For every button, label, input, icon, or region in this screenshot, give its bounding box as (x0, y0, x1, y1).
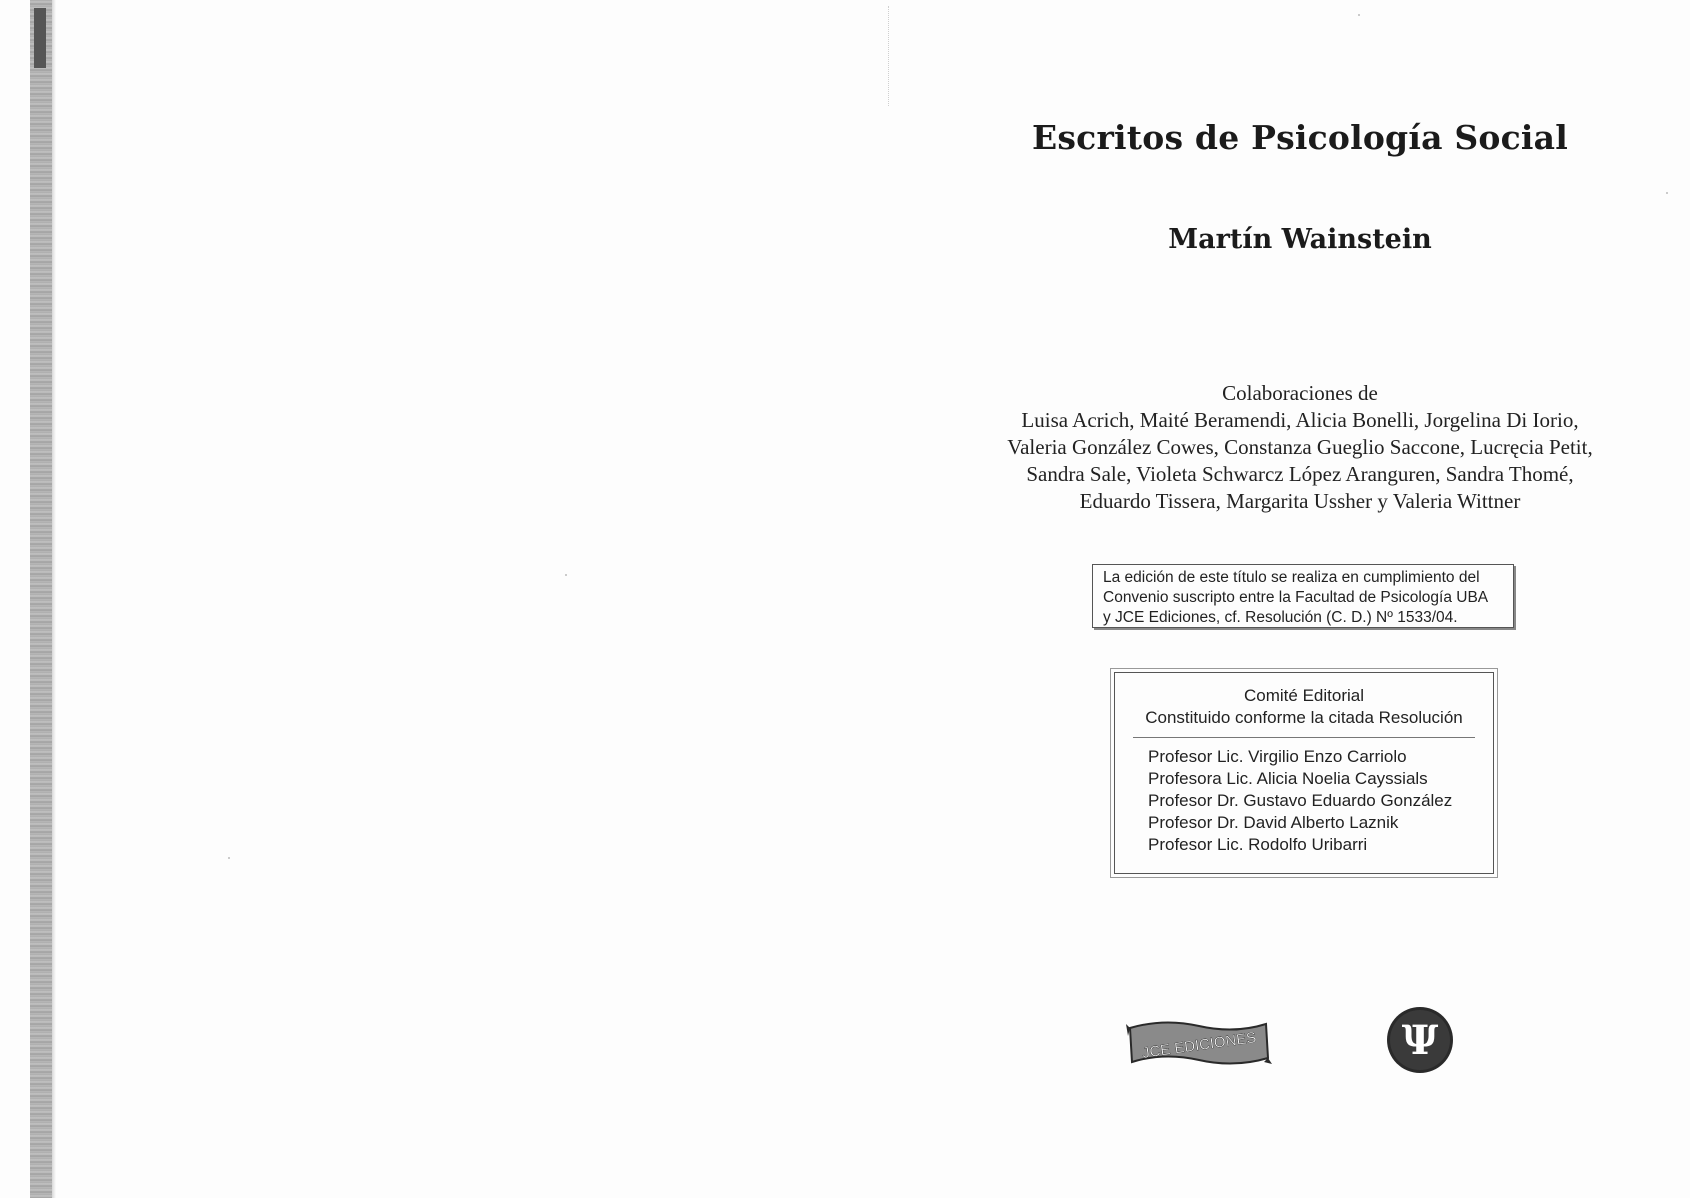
collaborators-line: Eduardo Tissera, Margarita Ussher y Valeria Wittner (1079, 489, 1521, 513)
editorial-committee-box (1114, 672, 1494, 874)
jce-ediciones-logo (1124, 1014, 1274, 1074)
collaborators-line: Sandra Sale, Violeta Schwarcz López Aranguren, Sandra Thomé, (1026, 462, 1574, 486)
scan-speck (1358, 14, 1360, 16)
collaborators-line: Luisa Acrich, Maité Beramendi, Alicia Bonelli, Jorgelina Di Iorio, (1021, 408, 1579, 432)
edition-note-line: y JCE Ediciones, cf. Resolución (C. D.) Nº 1533/04. (1103, 609, 1458, 626)
jce-logo-text: JCE EDICIONES (1141, 1029, 1258, 1062)
book-title: Escritos de Psicología Social (1032, 118, 1568, 157)
edition-note-line: La edición de este título se realiza en cumplimiento del (1103, 569, 1480, 586)
collaborations-heading: Colaboraciones de (1222, 381, 1378, 405)
scan-spine-mark (34, 8, 46, 68)
committee-member: Profesor Lic. Rodolfo Uribarri (1148, 835, 1368, 854)
committee-member: Profesor Dr. David Alberto Laznik (1148, 813, 1399, 832)
edition-note-line: Convenio suscripto entre la Facultad de Psicología UBA (1103, 589, 1489, 606)
page-fold-line (888, 6, 889, 106)
committee-header (1115, 685, 1493, 729)
scan-spine-edge (52, 0, 56, 1198)
book-author: Martín Wainstein (1168, 224, 1432, 255)
collaborations-block (960, 380, 1640, 515)
committee-member: Profesor Dr. Gustavo Eduardo González (1148, 791, 1453, 810)
psi-symbol: Ψ (1401, 1017, 1439, 1064)
edition-note-box (1092, 564, 1514, 628)
collaborators-line: Valeria González Cowes, Constanza Gueglio Saccone, Lucręcia Petit, (1007, 435, 1593, 459)
psi-faculty-logo (1384, 1004, 1456, 1076)
committee-members-list (1115, 746, 1493, 856)
scan-speck (1666, 192, 1668, 194)
committee-heading: Comité Editorial (1244, 686, 1364, 705)
scan-speck (565, 574, 567, 576)
committee-member: Profesora Lic. Alicia Noelia Cayssials (1148, 769, 1428, 788)
scan-speck (228, 857, 230, 859)
committee-member: Profesor Lic. Virgilio Enzo Carriolo (1148, 747, 1407, 766)
committee-divider (1133, 737, 1475, 738)
scan-spine-shadow (30, 0, 52, 1198)
committee-subheading: Constituido conforme la citada Resolución (1145, 708, 1463, 727)
